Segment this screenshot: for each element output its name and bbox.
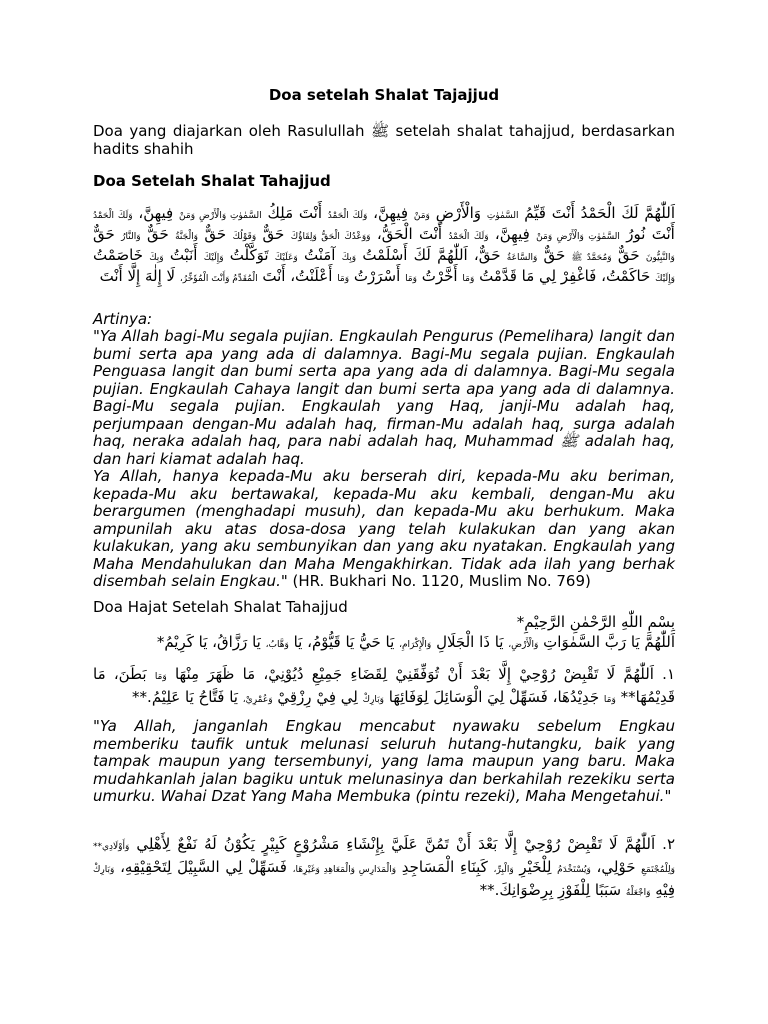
arabic-text: لَا إِلٰهَ إِلَّا أَنْتَ: [99, 267, 176, 285]
arabic-small-text: وَبِكَ: [341, 253, 357, 263]
arabic-small-text: وَالْبِرِّ،: [493, 865, 514, 875]
arabic-small-text: وَلَكَ الْحَمْدُ: [327, 211, 368, 221]
arabic-small-text: وَهَّابُ،: [265, 640, 289, 650]
arabic-hajat-opening: [93, 612, 675, 655]
section-heading-tahajjud: Doa Setelah Shalat Tahajjud: [93, 172, 331, 190]
arabic-small-text: وَمَا: [337, 274, 350, 284]
arabic-text: أَنْتَ مَلِكُ: [267, 204, 322, 222]
arabic-text: تَوَكَّلْتُ: [229, 246, 269, 264]
arabic-text: أَنْتَ نُورُ: [626, 225, 675, 243]
arabic-text: أَسْرَرْتُ: [353, 267, 401, 285]
hadith-source: (HR. Bukhari No. 1120, Muslim No. 769): [287, 572, 591, 590]
arabic-small-text: وَالنَّبِيُّونَ: [645, 253, 675, 263]
arabic-text: فَسَهِّلْ لِي السَّبِيْلَ لِتَحْقِيْقِهِ،: [120, 858, 287, 876]
arabic-small-text: وَمَا: [462, 274, 475, 284]
arabic-small-text: وَالْأَرْضِ،: [508, 640, 539, 650]
arabic-text: يَا حَيُّ يَا قَيُّوْمُ، يَا: [293, 633, 395, 651]
arabic-small-text: وَالْجَنَّةُ: [175, 232, 199, 242]
arabic-small-text: وَالسَّاعَةُ: [506, 253, 538, 263]
arabic-text: آمَنْتُ: [304, 246, 336, 264]
arabic-small-text: وَلِلْمُجْتَمَعِ: [641, 865, 675, 875]
arabic-small-text: وَلَكَ الْحَمْدُ: [93, 211, 133, 221]
intro-paragraph: Doa yang diajarkan oleh Rasulullah ﷺ setelah shalat tahajjud, berdasarkan hadits shahih: [93, 122, 675, 158]
arabic-text: اَللّٰهُمَّ يَا رَبَّ السَّمٰوَاتِ: [543, 633, 675, 651]
arabic-small-text: وَالْمَدَارِسِ وَالْمَعَاهِدِ وَغَيْرِهَا،: [292, 865, 397, 875]
arabic-small-text: وَمَا: [154, 672, 167, 682]
arabic-small-text: وَالنَّارُ: [121, 232, 141, 242]
arabic-text: أَخَّرْتُ: [421, 267, 458, 285]
arabic-small-text: وَعُمْرِيْ،: [242, 695, 273, 705]
arabic-small-text: وَمَا: [405, 274, 417, 284]
arabic-small-text: وَإِلَيْكَ: [655, 274, 675, 284]
arabic-text: حَقٌّ: [146, 225, 169, 243]
arabic-small-text: وَلَكَ الْحَمْدُ: [448, 232, 489, 242]
arabic-text: يَا رَزَّاقُ، يَا كَرِيْمُ*: [156, 633, 261, 651]
arabic-line: [93, 632, 675, 655]
artinya-label: Artinya:: [93, 310, 153, 328]
arabic-text: حَقٌّ: [262, 225, 285, 243]
arabic-small-text: السَّمٰوٰتِ: [486, 211, 519, 221]
arabic-hajat-1: [93, 664, 675, 710]
arabic-text: حَقٌّ: [543, 246, 566, 264]
arabic-hajat-2: [93, 834, 675, 903]
arabic-text: حَقٌّ: [93, 225, 115, 243]
arabic-text: وَالْأَرْضِ: [435, 204, 482, 222]
arabic-small-text: وَاجْعَلْهُ: [625, 888, 651, 898]
arabic-text: لِلْخَيْرِ: [519, 858, 552, 876]
arabic-text: أَنَبْتُ: [169, 246, 198, 264]
arabic-text: كَبِنَاءِ الْمَسَاجِدِ: [401, 858, 488, 876]
translation-tahajjud: [93, 328, 675, 591]
arabic-small-text: وَمَا: [603, 695, 616, 705]
arabic-text: لِي فِيْ رِزْقِيْ: [277, 688, 358, 706]
arabic-small-text: وَإِلَيْكَ: [203, 253, 224, 263]
arabic-text: ١. اَللّٰهُمَّ لَا تَقْبِضْ رُوْحِيْ إِلَّا بَعْدَ أَنْ تُوَفِّقَنِيْ لِقَضَاءِ جَمِيْعِ دُيُوْنِيْ، مَا ظَهَرَ مِنْهَا: [174, 665, 675, 683]
arabic-small-text: وَيُسْتَخْدَمُ: [557, 865, 591, 875]
arabic-text: خَاصَمْتُ: [93, 246, 143, 264]
arabic-text: سَبَبًا لِلْفَوْزِ بِرِضْوَانِكَ.**: [479, 881, 622, 899]
arabic-small-text: السَّمٰوٰتِ وَالْأَرْضِ وَمَنْ: [536, 232, 620, 242]
translation-paragraph: [93, 468, 675, 591]
arabic-text: حَوْلِي،: [596, 858, 636, 876]
arabic-small-text: وَالْإِكْرَامِ،: [399, 640, 432, 650]
section-heading-hajat: Doa Hajat Setelah Shalat Tahajjud: [93, 598, 348, 616]
arabic-small-text: وَبِكَ: [149, 253, 164, 263]
arabic-small-text: وَبَارِكْ: [93, 865, 115, 875]
arabic-small-text: السَّمٰوٰتِ وَالْأَرْضِ وَمَنْ: [179, 211, 262, 221]
arabic-text: حَقٌّ: [204, 225, 227, 243]
arabic-text: حَاكَمْتُ، فَاغْفِرْ لِي مَا قَدَّمْتُ: [479, 267, 651, 285]
arabic-small-text: وَوَعْدُكَ الْحَقُّ وَلِقَاؤُكَ: [290, 232, 371, 242]
arabic-text: جَدِيْدُهَا، فَسَهِّلْ لِيَ الْوَسَائِلَ لِوَفَائِهَا: [388, 688, 600, 706]
arabic-text: فِيهِنَّ،: [373, 204, 409, 222]
arabic-small-text: وَمُحَمَّدٌ ﷺ: [571, 253, 612, 263]
arabic-small-text: وَأَوْلَادِي**: [93, 842, 130, 852]
arabic-text: يَا فَتَّاحُ يَا عَلِيْمُ.**: [132, 688, 238, 706]
arabic-text: حَقٌّ، اَللّٰهُمَّ لَكَ أَسْلَمْتُ: [362, 246, 501, 264]
arabic-text: اَللّٰهُمَّ لَكَ الْحَمْدُ أَنْتَ قَيِّمُ: [524, 204, 676, 222]
arabic-text: حَقٌّ: [617, 246, 640, 264]
arabic-text: فِيهِنَّ،: [138, 204, 174, 222]
arabic-text: يَا ذَا الْجَلَالِ: [436, 633, 504, 651]
arabic-text: فِيهِنَّ،: [494, 225, 530, 243]
page-title: Doa setelah Shalat Tajajjud: [268, 86, 500, 104]
arabic-prayer-tahajjud: [93, 204, 675, 288]
arabic-text: فِيْهِ: [655, 881, 675, 899]
arabic-small-text: وَعَلَيْكَ: [274, 253, 298, 263]
translation-paragraph: "Ya Allah bagi-Mu segala pujian. Engkaulah Pengurus (Pemelihara) langit dan bumi serta apa yang ada di dalamnya. Bagi-Mu segala pujian. Engkaulah Penguasa langit dan bumi serta apa yang ada di dalamnya. Bagi-Mu segala pujian. Engkaulah Cahaya langit dan bumi serta apa yang ada di dalamnya. Bagi-Mu segala pujian. Engkaulah yang Haq, janji-Mu adalah haq, perjumpaan dengan-Mu adalah haq, firman-Mu adalah haq, surga adalah haq, neraka adalah haq, para nabi adalah haq, Muhammad ﷺ adalah haq, dan hari kiamat adalah haq.: [93, 327, 676, 468]
arabic-small-text: وَمَنْ: [413, 211, 430, 221]
translation-hajat-1: "Ya Allah, janganlah Engkau mencabut nyawaku sebelum Engkau memberiku taufik untuk melunasi seluruh hutang-hutangku, baik yang tampak maupun yang tersembunyi, yang lama maupun yang baru. Maka mudahkanlah jalan bagiku untuk melunasinya dan berkahilah rezekiku serta umurku. Wahai Dzat Yang Maha Membuka (pintu rezeki), Maha Mengetahui.": [93, 717, 675, 805]
translation-text: Ya Allah, hanya kepada-Mu aku berserah diri, kepada-Mu aku beriman, kepada-Mu aku bertawakal, kepada-Mu aku kembali, dengan-Mu aku berargumen (menghadapi musuh), dan kepada-Mu aku berhukum. Maka ampunilah aku atas dosa-dosa yang telah kulakukan dan yang akan kulakukan, yang aku sembunyikan dan yang aku nyatakan. Engkaulah yang Maha Mendahulukan dan Maha Mengakhirkan. Tidak ada ilah yang berhak disembah selain Engkau.": [93, 467, 675, 590]
arabic-small-text: وَقَوْلُكَ: [232, 232, 257, 242]
arabic-small-text: وَبَارِكْ: [362, 695, 384, 705]
arabic-text: أَنْتَ الْحَقُّ،: [376, 225, 443, 243]
arabic-text: أَعْلَنْتُ، أَنْتَ: [262, 267, 333, 285]
arabic-text: ٢. اَللّٰهُمَّ لَا تَقْبِضْ رُوْحِيْ إِلَّا بَعْدَ أَنْ تَمُنَّ عَلَيَّ بِإِنْشَاءِ مَشْرُوْعٍ كَبِيْرٍ يَكُوْنُ لَهُ نَفْعٌ لِأَهْلِي: [136, 835, 675, 853]
arabic-text: بَطَنَ، مَا قَدِيْمُهَا**: [93, 665, 675, 706]
basmalah: بِسْمِ اللّٰهِ الرَّحْمٰنِ الرَّحِيْمِ*: [516, 613, 675, 631]
arabic-small-text: الْمُقَدِّمُ وَأَنْتَ الْمُؤَخِّرُ،: [179, 274, 258, 284]
